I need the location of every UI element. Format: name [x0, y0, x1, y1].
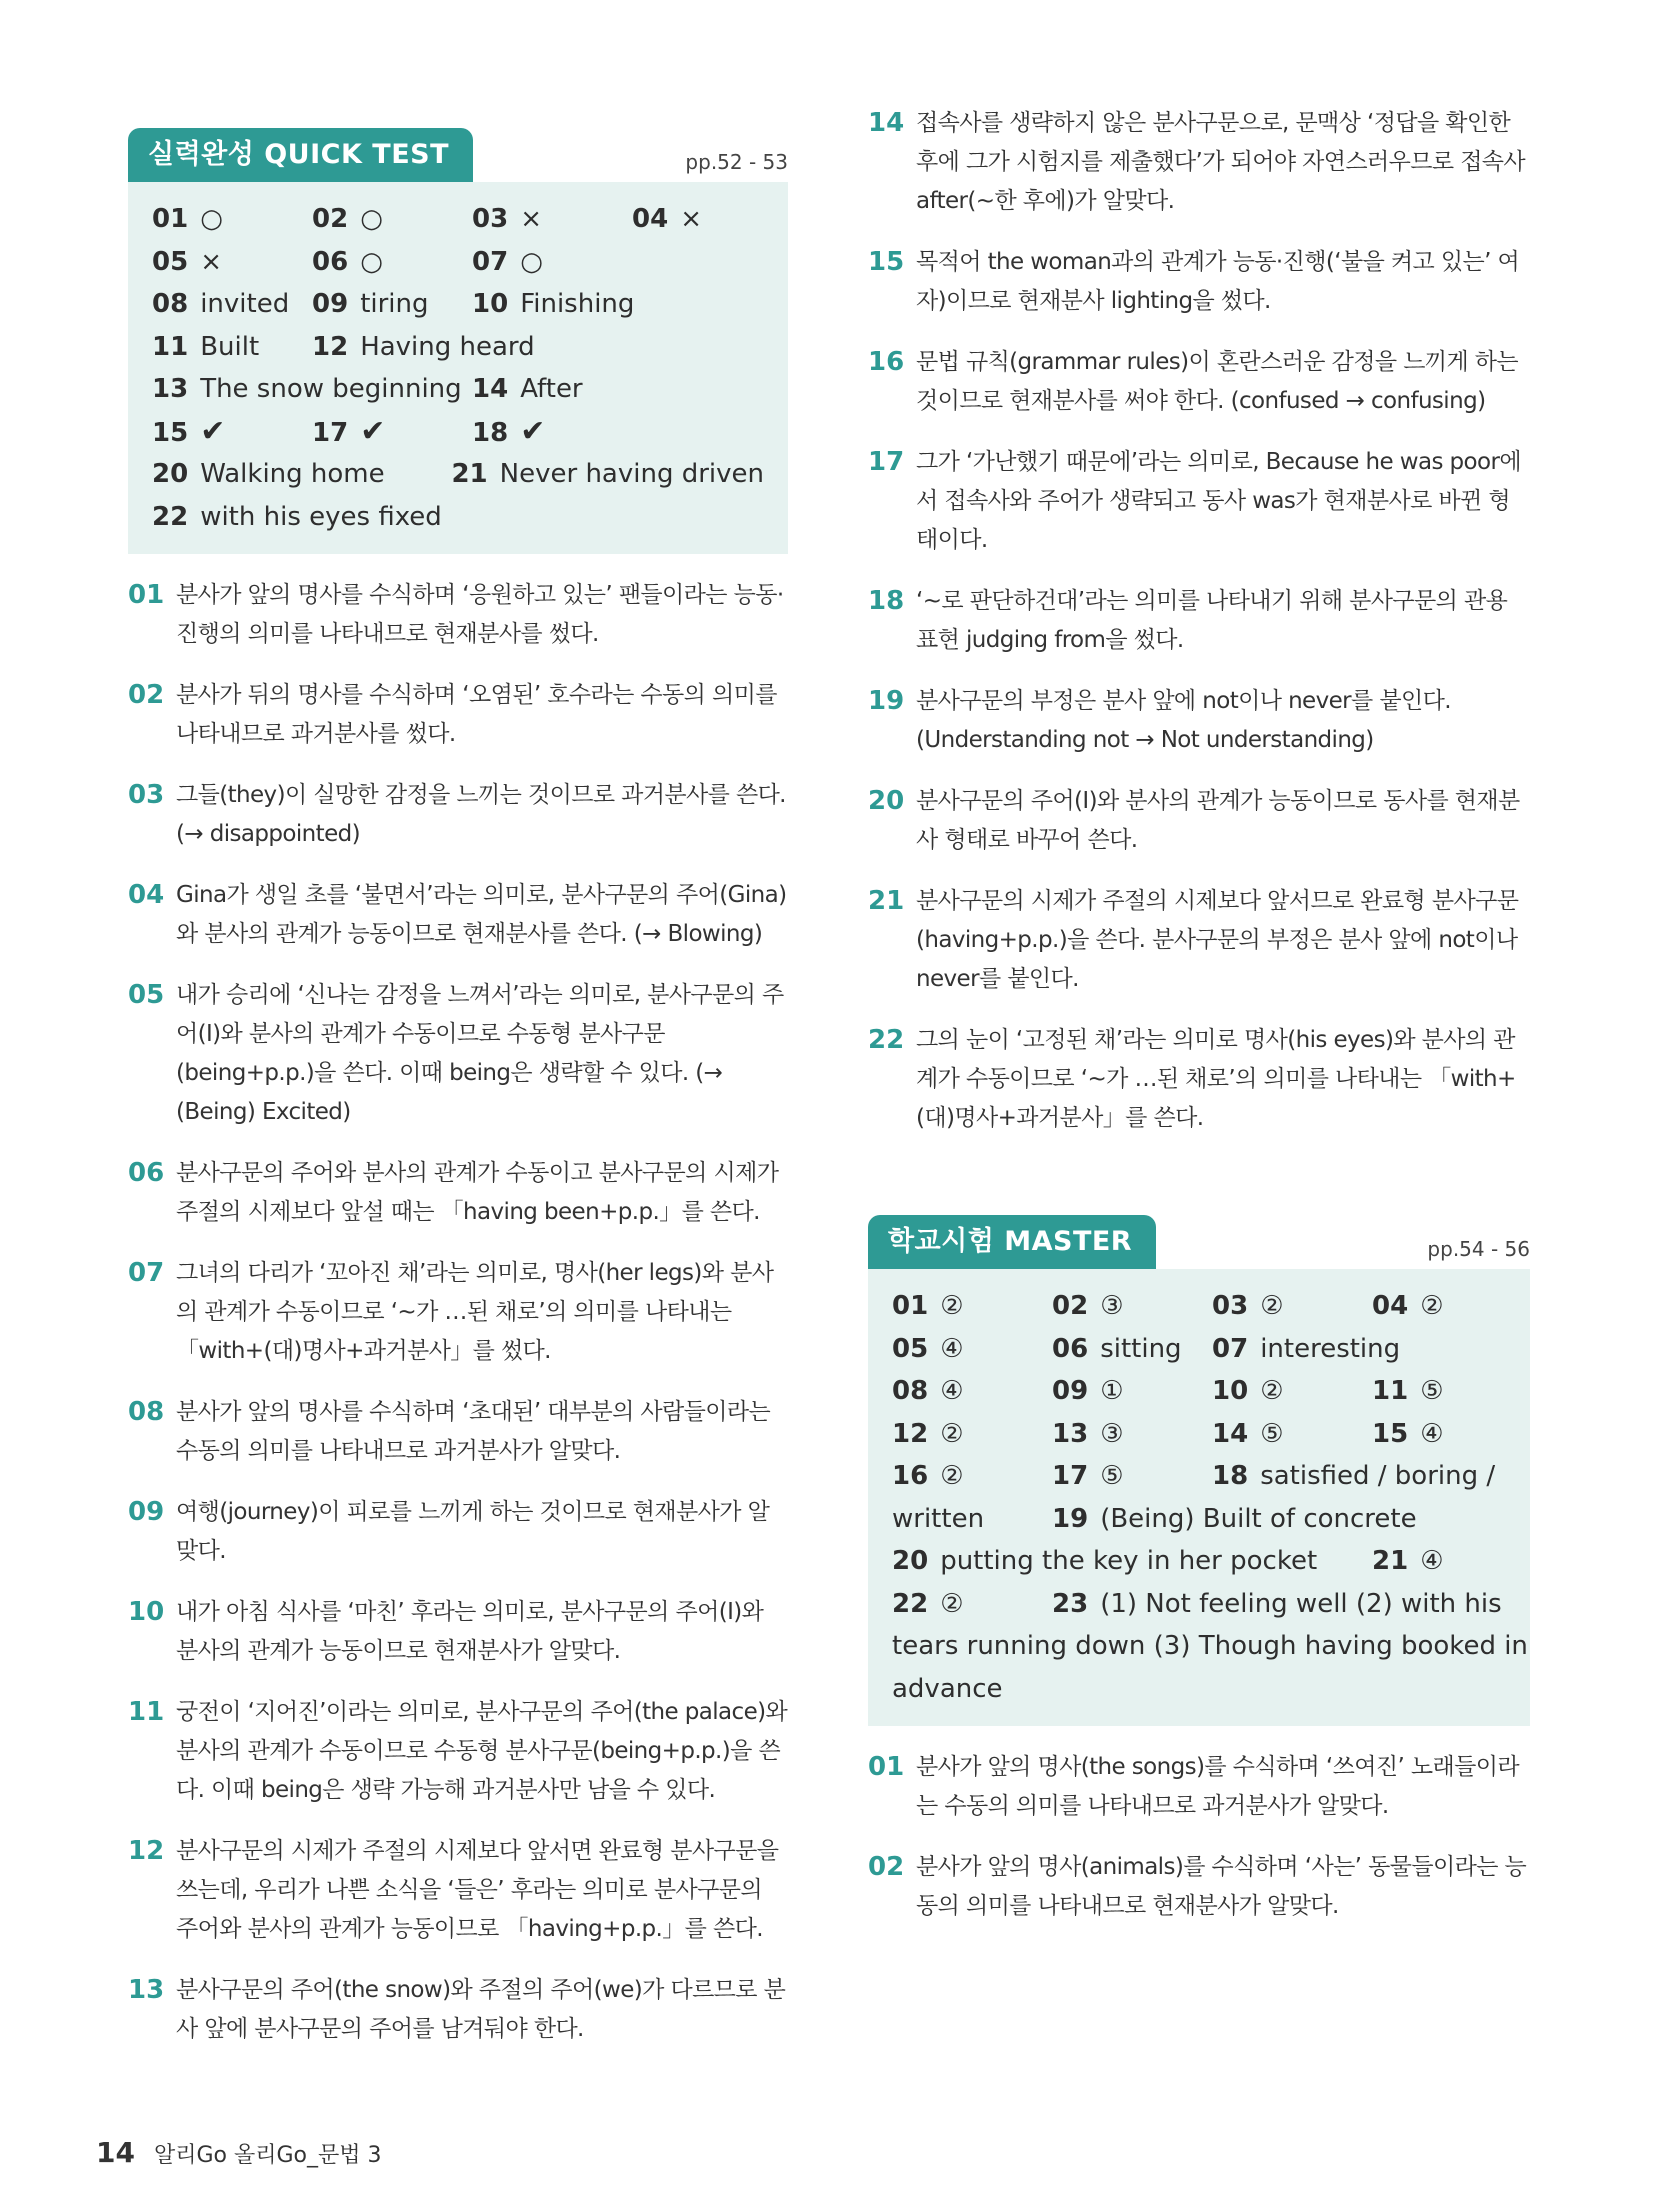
school-test-explanations — [868, 1748, 1530, 1926]
answer-item: 08 ④ — [892, 1376, 964, 1407]
school-test-section — [868, 1215, 1530, 1926]
explanation-item: 15 목적어 the woman과의 관계가 능동·진행(‘불을 켜고 있는’ 여자)이므로 현재분사 lighting을 썼다. — [868, 247, 1520, 314]
explanation-item: 18 ‘~로 판단하건대’라는 의미를 나타내기 위해 분사구문의 관용 표현 judging from을 썼다. — [868, 586, 1508, 653]
quick-test-explanations — [128, 576, 788, 2049]
answer-item: 13 ③ — [1052, 1418, 1124, 1449]
explanation-item: 04 Gina가 생일 초를 ‘불면서’라는 의미로, 분사구문의 주어(Gina)와 분사의 관계가 능동이므로 현재분사를 쓴다. (→ Blowing) — [128, 880, 787, 947]
answer-row — [892, 1370, 1506, 1413]
answer-item: 08 invited — [152, 289, 290, 320]
answer-item: 10 Finishing — [472, 289, 635, 320]
answer-item: 05 ④ — [892, 1333, 964, 1364]
quick-test-header — [128, 128, 788, 182]
answer-item: 14 After — [472, 374, 583, 405]
answer-row — [892, 1413, 1506, 1456]
explanation-item: 02 분사가 앞의 명사(animals)를 수식하며 ‘사는’ 동물들이라는 능동의 의미를 나타내므로 현재분사가 알맞다. — [868, 1852, 1527, 1919]
answer-item: 22 ② — [892, 1588, 964, 1619]
explanation-item: 08 분사가 앞의 명사를 수식하며 ‘초대된’ 대부분의 사람들이라는 수동의 의미를 나타내므로 과거분사가 알맞다. — [128, 1397, 771, 1464]
page-footer — [96, 2136, 381, 2169]
answer-item: 14 ⑤ — [1212, 1418, 1284, 1449]
answer-item: 04 ② — [1372, 1291, 1444, 1322]
answer-row — [892, 1498, 1506, 1541]
explanation-item: 19 분사구문의 부정은 분사 앞에 not이나 never를 붙인다. (Understanding not → Not understanding) — [868, 686, 1451, 753]
explanation-item: 07 그녀의 다리가 ‘꼬아진 채’라는 의미로, 명사(her legs)와 분사의 관계가 수동이므로 ‘~가 …된 채로’의 의미를 나타내는 「with+(대)명사+과거분사」를 썼다. — [128, 1258, 774, 1364]
answer-continuation: written — [892, 1503, 985, 1534]
answer-row — [152, 368, 764, 411]
explanation-item: 17 그가 ‘가난했기 때문에’라는 의미로, Because he was poor에서 접속사와 주어가 생략되고 동사 was가 현재분사로 바뀐 형태이다. — [868, 447, 1521, 553]
explanation-item: 10 내가 아침 식사를 ‘마친’ 후라는 의미로, 분사구문의 주어(I)와 분사의 관계가 능동이므로 현재분사가 알맞다. — [128, 1597, 764, 1664]
answer-row — [152, 453, 764, 496]
quick-test-pages: pp.52 - 53 — [685, 150, 788, 174]
answer-item: 06 sitting — [1052, 1333, 1182, 1364]
answer-item: 03 × — [472, 204, 542, 235]
answer-item: 22 with his eyes fixed — [152, 501, 442, 532]
answer-item: 17 ✔ — [312, 414, 386, 450]
answer-row — [152, 198, 764, 241]
school-test-header — [868, 1215, 1530, 1269]
answer-continuation: tears running down (3) Though having booked in — [892, 1631, 1528, 1662]
answer-item: 02 ③ — [1052, 1291, 1124, 1322]
explanation-item: 13 분사구문의 주어(the snow)와 주절의 주어(we)가 다르므로 분사 앞에 분사구문의 주어를 남겨둬야 한다. — [128, 1975, 786, 2042]
answer-item: 11 ⑤ — [1372, 1376, 1444, 1407]
answer-row — [152, 411, 764, 454]
explanation-item: 16 문법 규칙(grammar rules)이 혼란스러운 감정을 느끼게 하는 것이므로 현재분사를 써야 한다. (confused → confusing) — [868, 347, 1519, 414]
answer-continuation: advance — [892, 1673, 1003, 1704]
explanation-item: 12 분사구문의 시제가 주절의 시제보다 앞서면 완료형 분사구문을 쓰는데, 우리가 나쁜 소식을 ‘들은’ 후라는 의미로 분사구문의 주어와 분사의 관계가 능동이므로 「having+p.p.」를 쓴다. — [128, 1836, 779, 1942]
answer-item: 13 The snow beginning — [152, 374, 462, 405]
answer-item: 18 ✔ — [472, 414, 546, 450]
right-column — [868, 104, 1530, 1138]
answer-item: 04 × — [632, 204, 702, 235]
explanation-item: 02 분사가 뒤의 명사를 수식하며 ‘오염된’ 호수라는 수동의 의미를 나타내므로 과거분사를 썼다. — [128, 680, 777, 747]
answer-item: 11 Built — [152, 331, 260, 362]
school-test-title: 학교시험 MASTER — [868, 1215, 1156, 1269]
answer-item: 01 ② — [892, 1291, 964, 1322]
answer-row — [152, 283, 764, 326]
explanation-item: 22 그의 눈이 ‘고정된 채’라는 의미로 명사(his eyes)와 분사의 관계가 수동이므로 ‘~가 …된 채로’의 의미를 나타내는 「with+(대)명사+과거분사」를 쓴다. — [868, 1025, 1516, 1131]
answer-item: 09 ① — [1052, 1376, 1124, 1407]
answer-item: 06 ○ — [312, 246, 383, 277]
answer-item: 02 ○ — [312, 204, 383, 235]
answer-item: 17 ⑤ — [1052, 1461, 1124, 1492]
explanation-item: 01 분사가 앞의 명사(the songs)를 수식하며 ‘쓰여진’ 노래들이라는 수동의 의미를 나타내므로 과거분사가 알맞다. — [868, 1752, 1519, 1819]
explanation-item: 05 내가 승리에 ‘신나는 감정을 느껴서’라는 의미로, 분사구문의 주어(I)와 분사의 관계가 수동이므로 수동형 분사구문(being+p.p.)을 쓴다. 이때 being은 생략할 수 있다. (→ (Being) Excited) — [128, 980, 784, 1125]
answer-item: 03 ② — [1212, 1291, 1284, 1322]
answer-item: 07 interesting — [1212, 1333, 1401, 1364]
explanation-item: 14 접속사를 생략하지 않은 분사구문으로, 문맥상 ‘정답을 확인한 후에 그가 시험지를 제출했다’가 되어야 자연스러우므로 접속사 after(~한 후에)가 알맞다. — [868, 108, 1526, 214]
answer-row — [892, 1328, 1506, 1371]
explanation-item: 21 분사구문의 시제가 주절의 시제보다 앞서므로 완료형 분사구문(having+p.p.)을 쓴다. 분사구문의 부정은 분사 앞에 not이나 never를 붙인다. — [868, 886, 1519, 992]
explanation-item: 01 분사가 앞의 명사를 수식하며 ‘응원하고 있는’ 팬들이라는 능동·진행의 의미를 나타내므로 현재분사를 썼다. — [128, 580, 784, 647]
check-mark-icon: ✔ — [200, 414, 226, 450]
quick-test-answers — [128, 182, 788, 554]
quick-test-explanations-cont — [868, 104, 1530, 1138]
answer-item: 23 (1) Not feeling well (2) with his — [1052, 1588, 1502, 1619]
explanation-item: 06 분사구문의 주어와 분사의 관계가 수동이고 분사구문의 시제가 주절의 시제보다 앞설 때는 「having been+p.p.」를 쓴다. — [128, 1158, 779, 1225]
answer-item: 21 ④ — [1372, 1546, 1444, 1577]
answer-item: 12 ② — [892, 1418, 964, 1449]
answer-row — [152, 496, 764, 539]
answer-item: 15 ④ — [1372, 1418, 1444, 1449]
answer-item: 19 (Being) Built of concrete — [1052, 1503, 1417, 1534]
answer-item: 05 × — [152, 246, 222, 277]
answer-item: 07 ○ — [472, 246, 543, 277]
answer-item: 01 ○ — [152, 204, 223, 235]
answer-item: 10 ② — [1212, 1376, 1284, 1407]
explanation-item: 20 분사구문의 주어(I)와 분사의 관계가 능동이므로 동사를 현재분사 형태로 바꾸어 쓴다. — [868, 786, 1520, 853]
answer-item: 21 Never having driven — [451, 459, 764, 490]
check-mark-icon: ✔ — [520, 414, 546, 450]
explanation-item: 11 궁전이 ‘지어진’이라는 의미로, 분사구문의 주어(the palace)와 분사의 관계가 수동이므로 수동형 분사구문(being+p.p.)을 쓴다. 이때 being은 생략 가능해 과거분사만 남을 수 있다. — [128, 1697, 788, 1803]
answer-item: 09 tiring — [312, 289, 429, 320]
answer-row — [892, 1583, 1506, 1626]
answer-item: 20 putting the key in her pocket — [892, 1546, 1318, 1577]
answer-row — [892, 1455, 1506, 1498]
answer-item: 20 Walking home — [152, 459, 385, 490]
answer-item: 12 Having heard — [312, 331, 535, 362]
answer-row — [152, 241, 764, 284]
check-mark-icon: ✔ — [360, 414, 386, 450]
answer-row — [152, 326, 764, 369]
answer-item: 18 satisfied / boring / — [1212, 1461, 1496, 1492]
school-test-pages: pp.54 - 56 — [1427, 1237, 1530, 1261]
book-title: 알리Go 올리Go_문법 3 — [153, 2143, 382, 2168]
answer-item: 15 ✔ — [152, 414, 226, 450]
explanation-item: 03 그들(they)이 실망한 감정을 느끼는 것이므로 과거분사를 쓴다. (→ disappointed) — [128, 780, 786, 847]
left-column — [128, 128, 788, 2049]
school-test-answers — [868, 1269, 1530, 1726]
answer-row — [892, 1285, 1506, 1328]
quick-test-title: 실력완성 QUICK TEST — [128, 128, 473, 182]
answer-row — [892, 1540, 1506, 1583]
explanation-item: 09 여행(journey)이 피로를 느끼게 하는 것이므로 현재분사가 알맞다. — [128, 1497, 770, 1564]
page-number: 14 — [96, 2136, 135, 2169]
answer-item: 16 ② — [892, 1461, 964, 1492]
